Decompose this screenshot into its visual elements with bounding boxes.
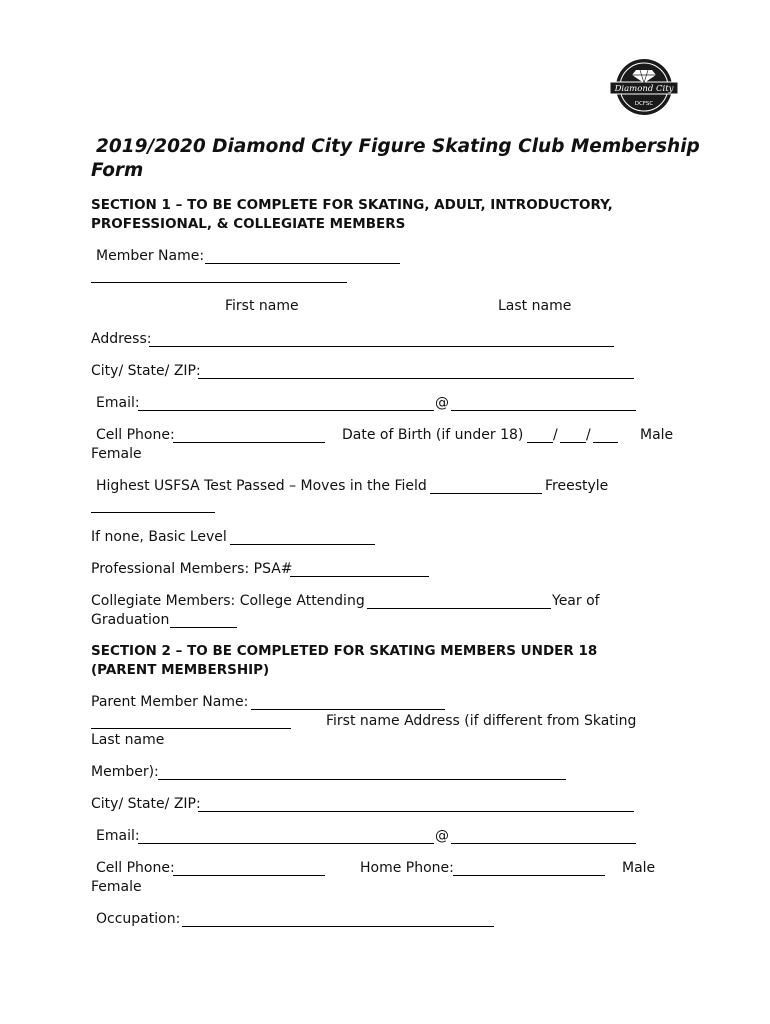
email-at-sign: @ [435, 395, 449, 411]
dob-month-field[interactable] [527, 442, 553, 443]
parent-home-phone-label: Home Phone: [360, 860, 454, 876]
cell-phone-label: Cell Phone: [96, 427, 175, 443]
college-label: Collegiate Members: College Attending [91, 593, 365, 609]
member-last-name-field[interactable] [91, 282, 347, 283]
parent-first-name-field[interactable] [251, 709, 445, 710]
year-of-label: Year of [552, 593, 600, 609]
city-state-zip-field[interactable] [198, 378, 634, 379]
form-title-line2: Form [91, 160, 144, 181]
college-field[interactable] [367, 608, 551, 609]
parent-cell-phone-label: Cell Phone: [96, 860, 175, 876]
dob-slash-1: / [553, 427, 558, 443]
parent-male-option[interactable]: Male [622, 860, 656, 876]
moves-field[interactable] [430, 493, 542, 494]
male-option[interactable]: Male [640, 427, 674, 443]
club-logo [608, 56, 680, 118]
city-state-zip-label: City/ State/ ZIP: [91, 363, 201, 379]
dob-year-field[interactable] [593, 442, 618, 443]
parent-name-label: Parent Member Name: [91, 694, 249, 710]
logo-subtext: DCFSC [634, 101, 654, 107]
psa-label: Professional Members: PSA# [91, 561, 293, 577]
graduation-field[interactable] [170, 627, 237, 628]
parent-city-state-zip-label: City/ State/ ZIP: [91, 796, 201, 812]
parent-address-label: Member): [91, 764, 159, 780]
member-first-name-field[interactable] [205, 263, 400, 264]
member-name-label: Member Name: [96, 248, 205, 264]
parent-email-domain-field[interactable] [451, 843, 636, 844]
first-name-caption: First name [225, 298, 299, 314]
section1-heading-line2: PROFESSIONAL, & COLLEGIATE MEMBERS [91, 216, 406, 232]
cell-phone-field[interactable] [173, 442, 325, 443]
last-name-caption: Last name [498, 298, 572, 314]
parent-female-option[interactable]: Female [91, 879, 142, 895]
dob-slash-2: / [586, 427, 591, 443]
first-name-address-caption: First name Address (if different from Skating [326, 713, 637, 729]
female-option[interactable]: Female [91, 446, 142, 462]
parent-cell-phone-field[interactable] [173, 875, 325, 876]
parent-last-name-caption: Last name [91, 732, 165, 748]
section2-heading-line2: (PARENT MEMBERSHIP) [91, 662, 270, 678]
freestyle-label: Freestyle [545, 478, 609, 494]
parent-city-state-zip-field[interactable] [198, 811, 634, 812]
section2-heading-line1: SECTION 2 – TO BE COMPLETED FOR SKATING MEMBERS UNDER 18 [91, 643, 598, 659]
parent-last-name-field[interactable] [91, 728, 291, 729]
dob-label: Date of Birth (if under 18) [342, 427, 524, 443]
email-label: Email: [96, 395, 140, 411]
occupation-field[interactable] [182, 926, 494, 927]
form-title-line1: 2019/2020 Diamond City Figure Skating Club Membership [96, 136, 700, 157]
email-domain-field[interactable] [451, 410, 636, 411]
basic-level-field[interactable] [230, 544, 375, 545]
occupation-label: Occupation: [96, 911, 181, 927]
email-user-field[interactable] [138, 410, 434, 411]
address-label: Address: [91, 331, 152, 347]
freestyle-field[interactable] [91, 512, 215, 513]
logo-text: Diamond City [614, 84, 674, 94]
parent-address-field[interactable] [158, 779, 566, 780]
parent-email-label: Email: [96, 828, 140, 844]
parent-home-phone-field[interactable] [453, 875, 605, 876]
psa-field[interactable] [290, 576, 429, 577]
dob-day-field[interactable] [560, 442, 586, 443]
section1-heading-line1: SECTION 1 – TO BE COMPLETE FOR SKATING, ADULT, INTRODUCTORY, [91, 197, 613, 213]
parent-email-user-field[interactable] [138, 843, 434, 844]
graduation-label: Graduation [91, 612, 170, 628]
usfsa-label: Highest USFSA Test Passed – Moves in the Field [96, 478, 427, 494]
parent-email-at-sign: @ [435, 828, 449, 844]
basic-level-label: If none, Basic Level [91, 529, 227, 545]
address-field[interactable] [149, 346, 614, 347]
